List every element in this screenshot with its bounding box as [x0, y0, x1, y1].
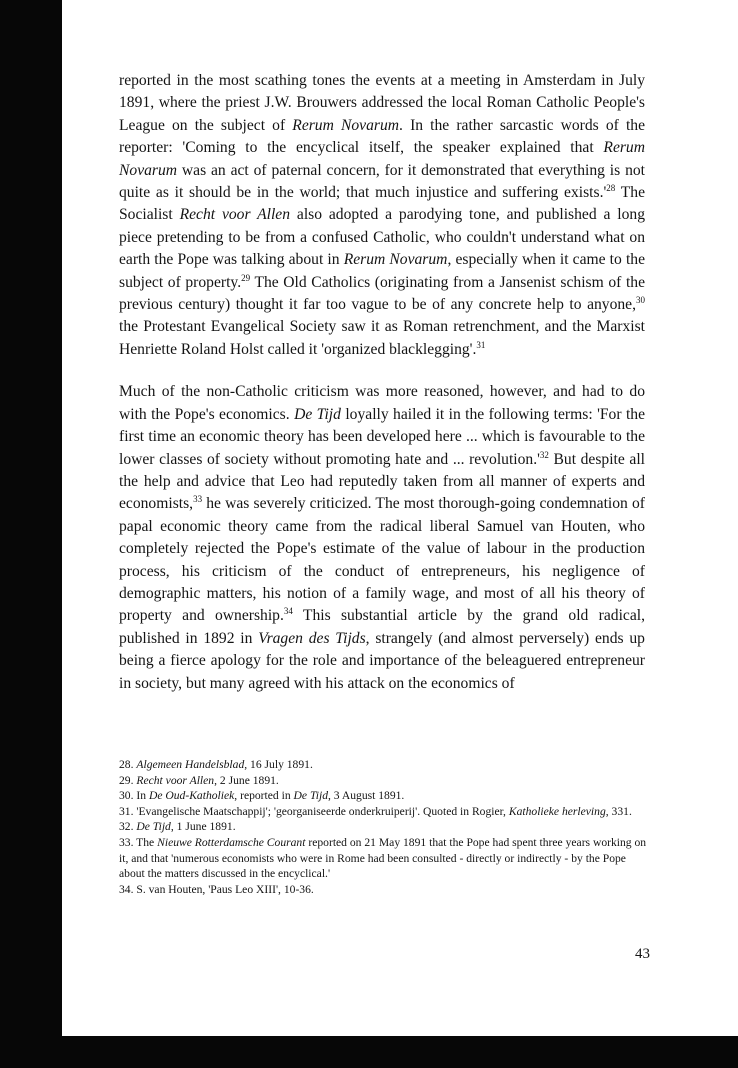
text-run: also adopted a parodying tone, and published a long piece pretending to be from a confused Catholic, who couldn't understand what on earth the Pope was talking about in: [119, 206, 645, 269]
body-text: [119, 70, 645, 695]
paragraph: [119, 381, 645, 695]
footnote-marker: 30: [636, 295, 645, 306]
text-run: was an act of paternal concern, for it demonstrated that everything is not quite as it should be in the world; that much injustice and suffering exists.': [119, 161, 645, 202]
text-run: , especially when it came to the subject of property.: [119, 251, 645, 291]
italic-title: Recht voor Allen: [179, 206, 291, 224]
text-run: , 16 July 1891.: [244, 758, 313, 771]
footnote-34: [119, 882, 647, 898]
italic-title: Katholieke herleving: [508, 804, 606, 818]
text-run: 29.: [119, 773, 137, 787]
footnote-marker: 28: [606, 183, 616, 194]
italic-title: Rerum Novarum: [292, 116, 400, 134]
italic-title: Nieuwe Rotterdamsche Courant: [157, 835, 306, 849]
footnote-28: [119, 757, 647, 773]
text-run: he was severely criticized. The most thorough-going condemnation of papal economic theory came from the radical liberal Samuel van Houten, who completely rejected the Pope's estimate of the value of labour in the production process, his criticism of the conduct of entrepreneurs, his negligence of demographic matters, his notion of a family wage, and most of all his theory of property and ownership.: [119, 495, 645, 625]
text-run: , 3 August 1891.: [328, 789, 405, 803]
italic-title: De Tijd: [136, 820, 171, 834]
text-run: , 331.: [605, 804, 632, 818]
text-run: , strangely (and almost perversely) ends up being a fierce apology for the role and importance of the beleaguered entrepreneur in society, but many agreed with his attack on the economics of: [119, 629, 645, 692]
italic-title: De Tijd: [293, 789, 328, 803]
text-run: , 1 June 1891.: [170, 820, 236, 834]
italic-title: Recht voor Allen: [136, 773, 215, 787]
text-run: 31. 'Evangelische Maatschappij'; 'georganiseerde onderkruiperij'. Quoted in Rogier,: [119, 804, 509, 818]
text-run: 32.: [119, 820, 137, 834]
text-run: The Socialist: [119, 184, 645, 224]
footnote-marker: 31: [476, 339, 486, 350]
footnote-marker: 34: [283, 606, 293, 617]
footnote-30: [119, 788, 647, 804]
italic-title: Rerum Novarum: [119, 139, 645, 179]
text-run: 30. In: [119, 789, 149, 803]
text-run: , 2 June 1891.: [214, 773, 279, 787]
text-run: But despite all the help and advice that Leo had reputedly taken from all manner of experts and economists,: [119, 450, 645, 513]
italic-title: De Oud-Katholiek: [148, 789, 235, 803]
italic-title: De Tijd: [294, 405, 341, 423]
text-run: Much of the non-Catholic criticism was more reasoned, however, and had to do with the Pope's economics.: [119, 383, 645, 423]
text-run: reported on 21 May 1891 that the Pope had spent three years working on it, and that 'numerous economists who were in Rome had been consulted - directly or indirectly - by the Pope about the matters discussed in the encyclical.': [119, 835, 647, 881]
italic-title: Vragen des Tijds: [258, 629, 366, 647]
text-run: 34. S. van Houten, 'Paus Leo XIII', 10-36.: [119, 882, 314, 896]
footnote-33: [119, 835, 647, 882]
text-run: the Protestant Evangelical Society saw it as Roman retrenchment, and the Marxist Henriette Roland Holst called it 'organized blacklegging'.: [119, 318, 645, 358]
text-run: 33. The: [119, 835, 158, 849]
footnote-31: [119, 804, 647, 820]
footnote-marker: 33: [193, 494, 203, 505]
text-run: reported in the most scathing tones the events at a meeting in Amsterdam in July 1891, where the priest J.W. Brouwers addressed the local Roman Catholic People's League on the subject of: [119, 72, 645, 134]
text-run: 28.: [119, 758, 137, 771]
footnote-32: [119, 819, 647, 835]
text-run: , reported in: [234, 789, 294, 803]
italic-title: Rerum Novarum: [343, 251, 448, 269]
footnote-marker: 32: [539, 449, 549, 460]
text-run: This substantial article by the grand old radical, published in 1892 in: [119, 607, 645, 647]
text-run: The Old Catholics (originating from a Jansenist schism of the previous century) thought it far too vague to be of any concrete help to anyone,: [119, 273, 646, 314]
scan-border-bottom: [0, 1036, 738, 1068]
footnote-29: [119, 773, 647, 789]
text-run: loyally hailed it in the following terms: 'For the first time an economic theory has been developed here ... which is favourable to the lower classes of society without promoting hate and ... revolution.': [119, 405, 645, 468]
scan-border-left: [0, 0, 62, 1068]
footnotes: [119, 757, 647, 897]
italic-title: Algemeen Handelsblad: [136, 758, 245, 771]
text-run: . In the rather sarcastic words of the reporter: 'Coming to the encyclical itself, the speaker explained that: [119, 116, 646, 157]
paragraph: [119, 70, 645, 361]
footnote-marker: 29: [241, 272, 251, 283]
page-number: 43: [635, 946, 650, 962]
